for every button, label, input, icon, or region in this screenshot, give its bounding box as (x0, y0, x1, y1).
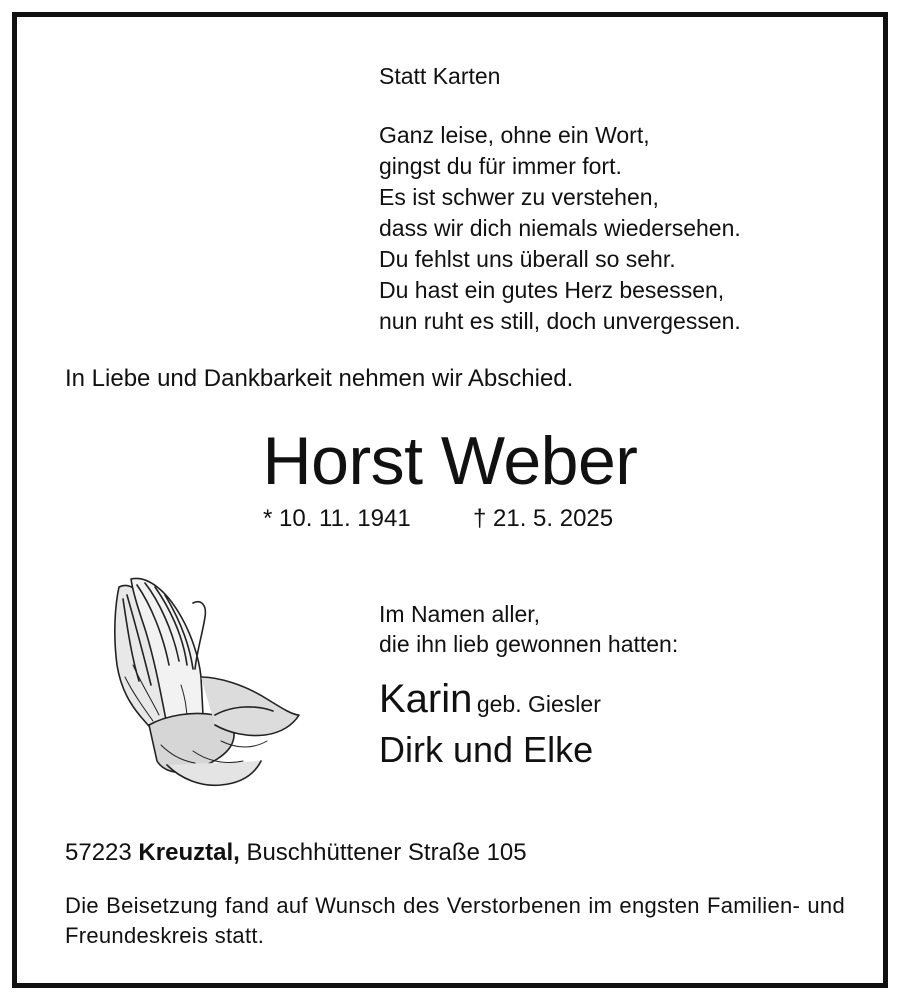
birth-date: * 10. 11. 1941 (263, 505, 411, 532)
poem-line: gingst du für immer fort. (379, 153, 622, 179)
signoff (379, 599, 678, 659)
poem-line: nun ruht es still, doch unvergessen. (379, 308, 741, 334)
signoff-line: Im Namen aller, (379, 601, 541, 627)
praying-hands-icon (97, 565, 307, 795)
poem-line: Du hast ein gutes Herz besessen, (379, 277, 725, 303)
poem-line: Du fehlst uns überall so sehr. (379, 246, 676, 272)
family-member-primary (379, 677, 601, 722)
poem-line: Es ist schwer zu verstehen, (379, 184, 659, 210)
death-date: † 21. 5. 2025 (473, 505, 614, 532)
deceased-name: Horst Weber (262, 423, 638, 499)
family-first-note: geb. Giesler (476, 691, 601, 717)
poem-line: Ganz leise, ohne ein Wort, (379, 122, 650, 148)
obituary-notice (12, 12, 888, 988)
street: Buschhüttener Straße 105 (246, 839, 527, 866)
family-members-secondary: Dirk und Elke (379, 729, 594, 770)
family-first-name: Karin (379, 677, 473, 721)
postcode: 57223 (65, 839, 132, 866)
city: Kreuztal, (138, 839, 240, 866)
poem (379, 120, 741, 337)
funeral-note: Die Beisetzung fand auf Wunsch des Verstorbenen im engsten Familien- und Freundeskreis statt. (65, 893, 845, 948)
address (65, 839, 527, 867)
signoff-line: die ihn lieb gewonnen hatten: (379, 631, 679, 657)
farewell-text: In Liebe und Dankbarkeit nehmen wir Abschied. (65, 365, 574, 392)
heading: Statt Karten (379, 63, 501, 89)
poem-line: dass wir dich niemals wiedersehen. (379, 215, 741, 241)
